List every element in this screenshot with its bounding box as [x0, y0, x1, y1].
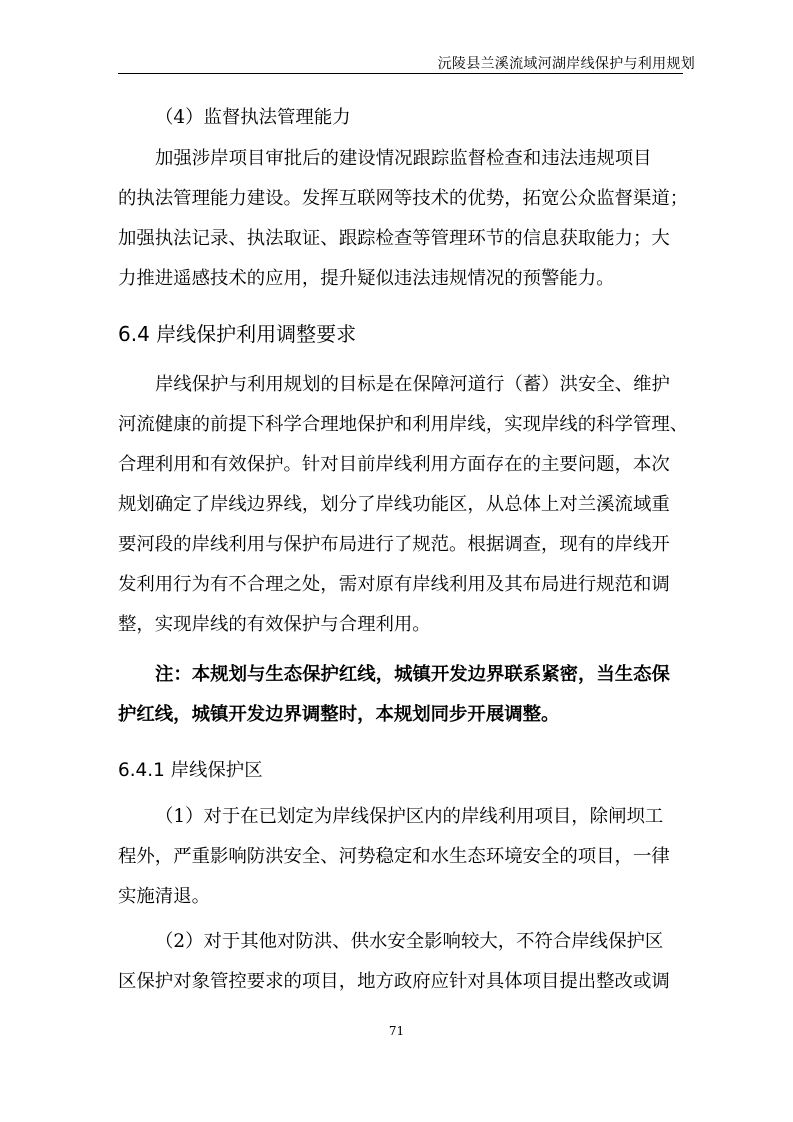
paragraph-line: 合理利用和有效保护。针对目前岸线利用方面存在的主要问题，本次: [118, 454, 670, 475]
supervision-paragraph: [118, 139, 689, 299]
paragraph-line: 的执法管理能力建设。发挥互联网等技术的优势，拓宽公众监督渠道；: [118, 188, 689, 209]
note-line: 注：本规划与生态保护红线，城镇开发边界联系紧密，当生态保: [155, 664, 670, 685]
section-heading-6-4: 6.4 岸线保护利用调整要求: [118, 322, 357, 346]
paragraph-line: 整，实现岸线的有效保护与合理利用。: [118, 614, 431, 635]
list-item-line: （2）对于其他对防洪、供水安全影响较大，不符合岸线保护区: [155, 931, 664, 952]
section-6-4-paragraph: [118, 365, 689, 645]
header-title: 沅陵县兰溪流域河湖岸线保护与利用规划: [437, 56, 695, 72]
supervision-subtitle: （4）监督执法管理能力: [155, 107, 351, 128]
list-item-line: 区保护对象管控要求的项目，地方政府应针对具体项目提出整改或调: [118, 971, 670, 992]
paragraph-line: 要河段的岸线利用与保护布局进行了规范。根据调查，现有的岸线开: [118, 534, 670, 555]
protection-zone-item-2: [118, 922, 684, 1002]
adjustment-note: [118, 655, 684, 735]
header-rule: [118, 73, 683, 74]
list-item-line: 实施清退。: [118, 886, 210, 907]
note-line: 护红线，城镇开发边界调整时，本规划同步开展调整。: [118, 704, 560, 725]
section-heading-6-4-1: 6.4.1 岸线保护区: [118, 760, 263, 781]
paragraph-line: 河流健康的前提下科学合理地保护和利用岸线，实现岸线的科学管理、: [118, 414, 689, 435]
paragraph-line: 加强涉岸项目审批后的建设情况跟踪监督检查和违法违规项目: [155, 148, 652, 169]
page-number: 71: [388, 1024, 405, 1038]
paragraph-line: 岸线保护与利用规划的目标是在保障河道行（蓄）洪安全、维护: [155, 374, 670, 395]
list-item-line: 程外，严重影响防洪安全、河势稳定和水生态环境安全的项目，一律: [118, 846, 670, 867]
paragraph-line: 加强执法记录、执法取证、跟踪检查等管理环节的信息获取能力；大: [118, 228, 670, 249]
paragraph-line: 力推进遥感技术的应用，提升疑似违法违规情况的预警能力。: [118, 268, 615, 289]
protection-zone-item-1: [118, 797, 684, 917]
paragraph-line: 规划确定了岸线边界线，划分了岸线功能区，从总体上对兰溪流域重: [118, 494, 670, 515]
list-item-line: （1）对于在已划定为岸线保护区内的岸线利用项目，除闸坝工: [155, 806, 664, 827]
paragraph-line: 发利用行为有不合理之处，需对原有岸线利用及其布局进行规范和调: [118, 574, 670, 595]
